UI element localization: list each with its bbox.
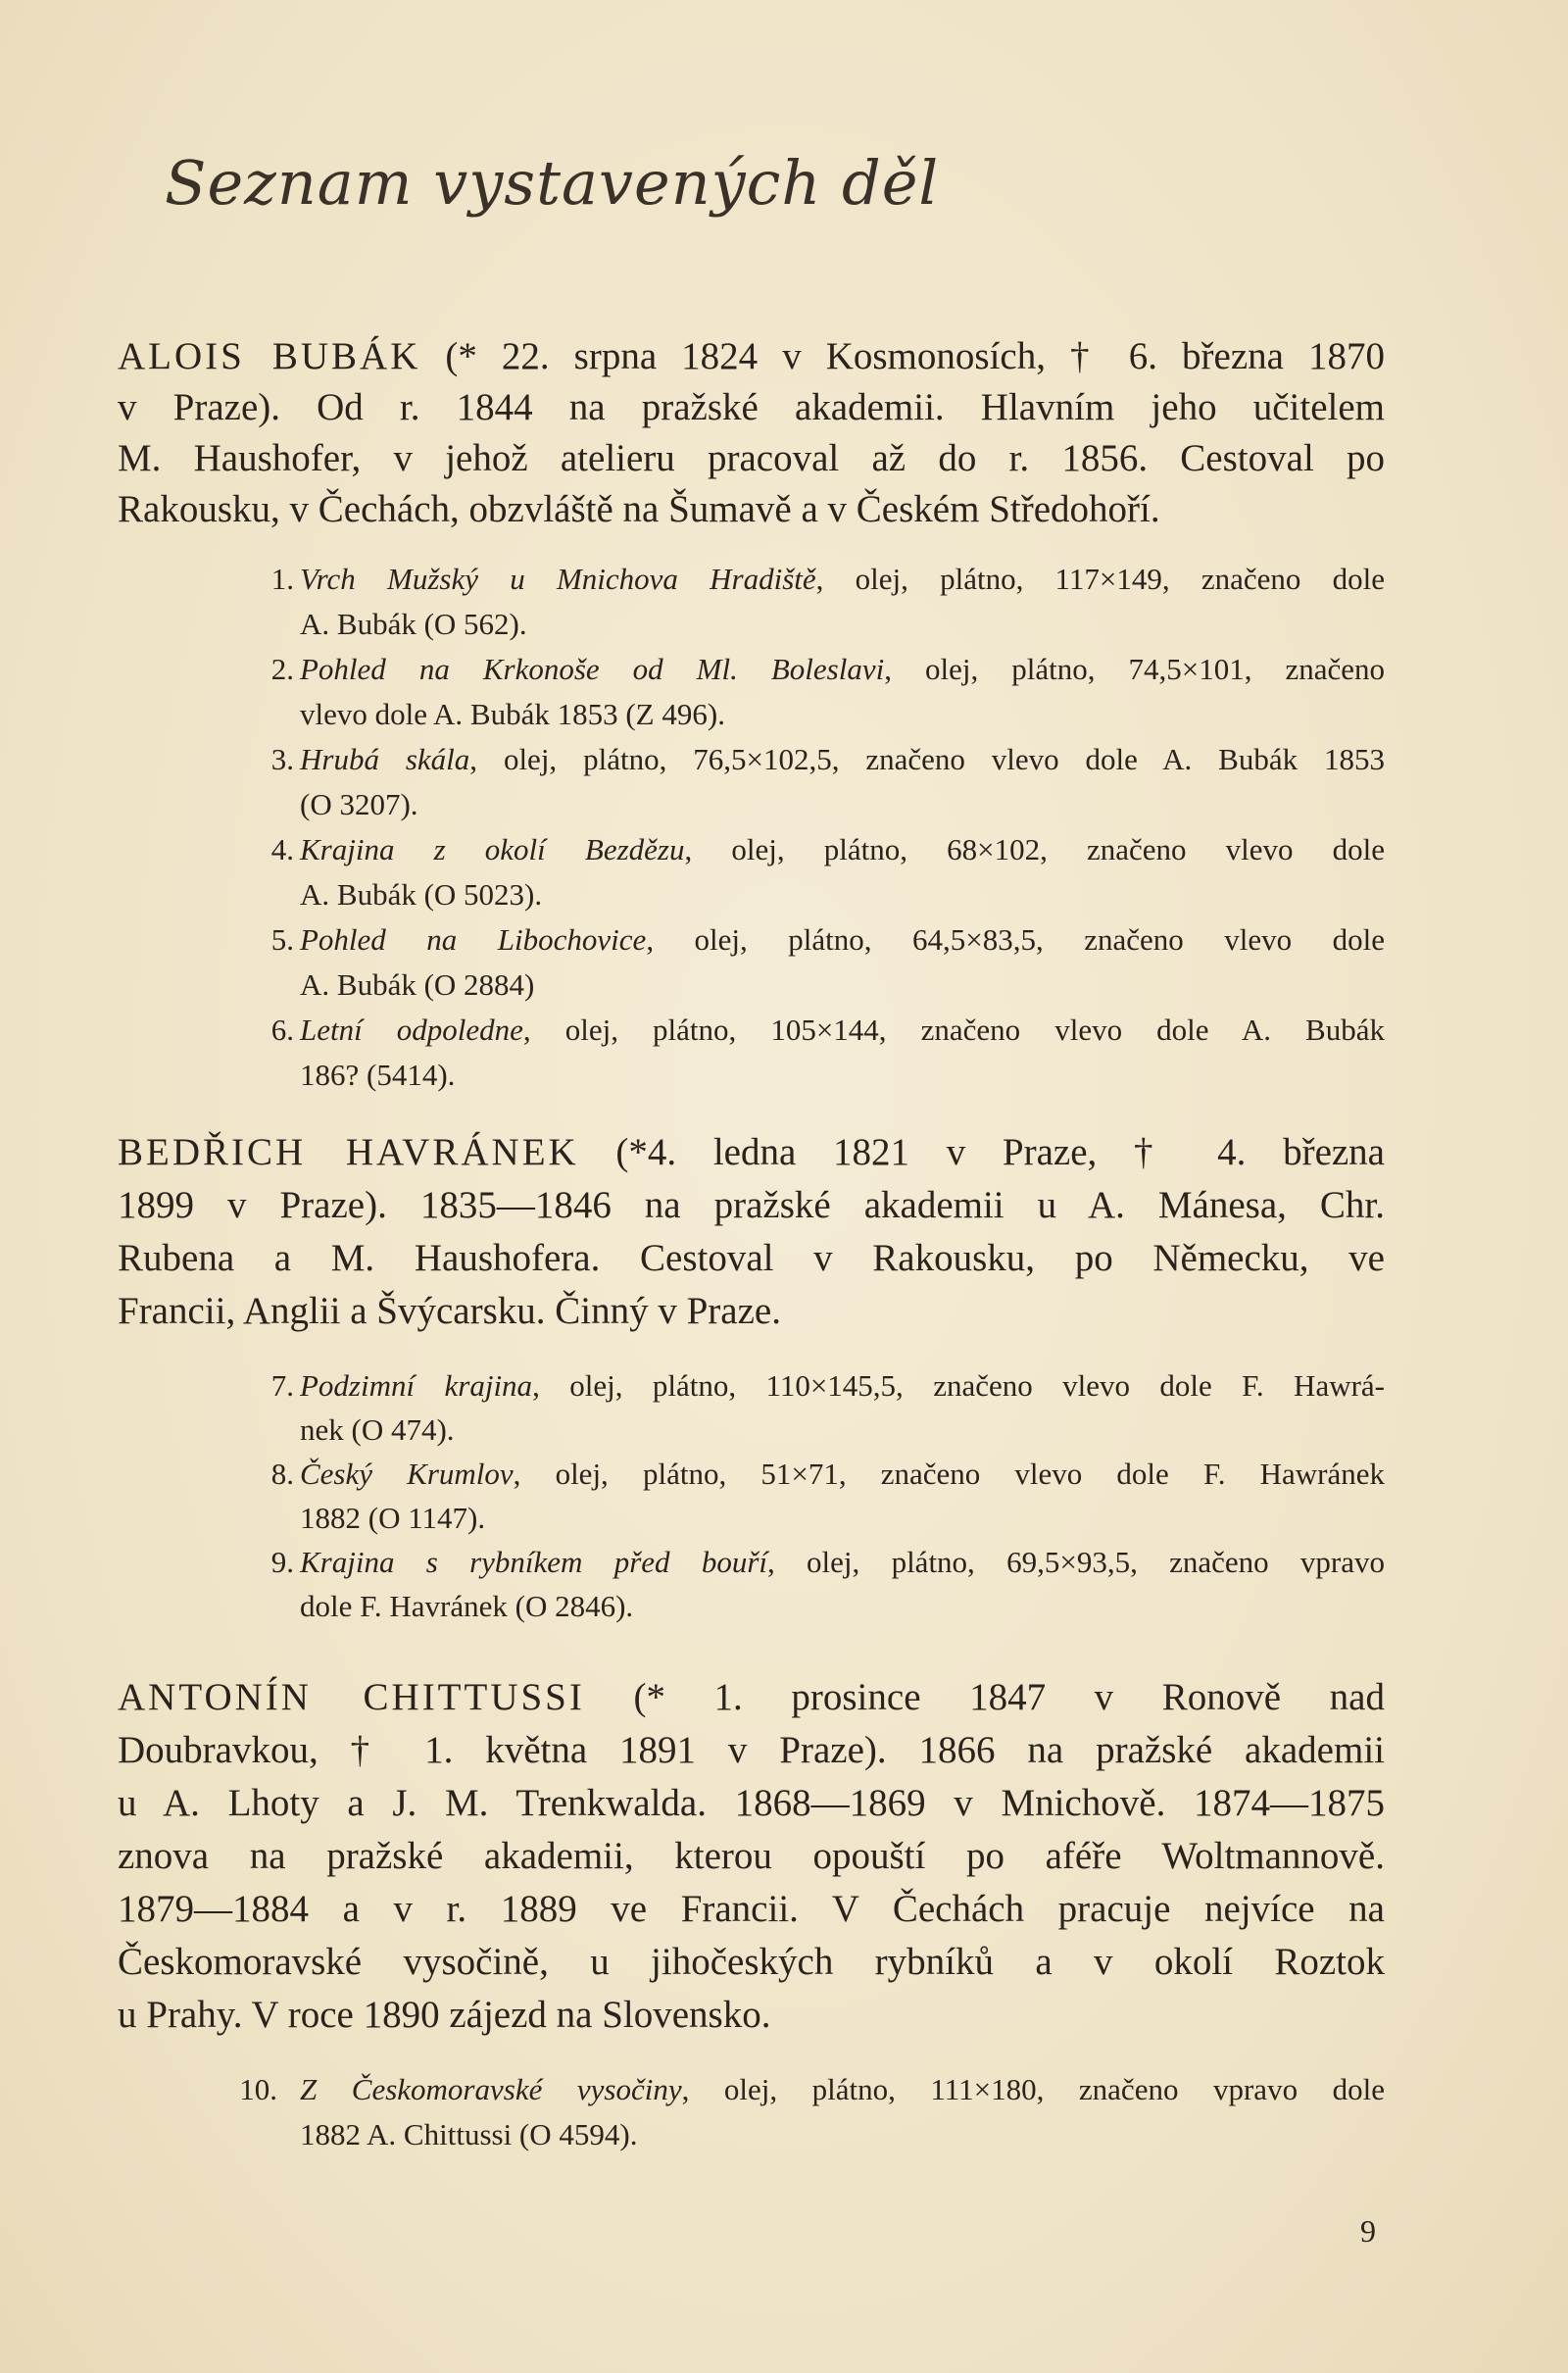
item-number: 10. xyxy=(239,2072,277,2106)
artist-bio-line xyxy=(118,1133,1385,1171)
artist-bio-line xyxy=(118,1292,1385,1330)
bio-text: M. Haushofer, v jehož atelieru pracoval až do r. 1856. Cestoval po xyxy=(118,437,1385,479)
artist-bio-line xyxy=(118,1784,1385,1822)
bio-text: znova na pražské akademii, kterou opouští po aféře Woltmannově. xyxy=(118,1835,1385,1877)
artwork-entry-line xyxy=(300,1458,1385,1489)
artwork-details: , olej, plátno, 117×149, značeno dole xyxy=(815,562,1386,596)
artwork-entry-line: (O 3207). xyxy=(300,787,418,821)
bio-text: u A. Lhoty a J. M. Trenkwalda. 1868—1869 v Mnichově. 1874—1875 xyxy=(118,1782,1385,1824)
artwork-details: , olej, plátno, 69,5×93,5, značeno vpravo xyxy=(767,1545,1386,1579)
artwork-entry-line: vlevo dole A. Bubák 1853 (Z 496). xyxy=(300,697,725,731)
artwork-details: , olej, plátno, 76,5×102,5, značeno vlevo dole A. Bubák 1853 xyxy=(469,742,1385,776)
bio-text: u Prahy. V roce 1890 zájezd na Slovensko. xyxy=(118,1994,771,2036)
artist-bio-line xyxy=(118,1239,1385,1277)
artist-bio-line xyxy=(118,337,1385,375)
item-number: 2. xyxy=(270,652,294,686)
artwork-entry-line xyxy=(300,744,1385,774)
item-number: 3. xyxy=(270,742,294,776)
artist-bio-line xyxy=(118,388,1385,426)
artwork-title: Hrubá skála xyxy=(300,742,470,776)
item-number: 4. xyxy=(270,832,294,866)
item-number: 9. xyxy=(270,1545,294,1579)
artwork-title: Pohled na Libochovice xyxy=(300,922,647,957)
artwork-entry-line: dole F. Havránek (O 2846). xyxy=(300,1589,634,1623)
artwork-details: , olej, plátno, 74,5×101, značeno xyxy=(884,652,1385,686)
bio-text: 1899 v Praze). 1835—1846 na pražské akademii u A. Mánesa, Chr. xyxy=(118,1184,1385,1226)
artist-bio-line xyxy=(118,1996,1385,2034)
artwork-entry-line xyxy=(300,2074,1385,2104)
artwork-title: Z Českomoravské vysočiny xyxy=(300,2072,682,2106)
bio-text: v Praze). Od r. 1844 na pražské akademii. Hlavním jeho učitelem xyxy=(118,386,1385,428)
artist-name: ANTONÍN CHITTUSSI xyxy=(118,1676,585,1718)
artwork-entry-line xyxy=(300,834,1385,865)
bio-text: Českomoravské vysočině, u jihočeských rybníků a v okolí Roztok xyxy=(118,1941,1385,1983)
item-number: 7. xyxy=(270,1368,294,1403)
item-number: 1. xyxy=(270,562,294,596)
artist-name: ALOIS BUBÁK xyxy=(118,335,421,377)
artwork-entry-line xyxy=(300,654,1385,684)
artwork-entry-line xyxy=(300,1014,1385,1045)
artwork-entry-line: 1882 (O 1147). xyxy=(300,1501,486,1535)
artist-bio-line xyxy=(118,439,1385,477)
artist-name: BEDŘICH HAVRÁNEK xyxy=(118,1131,579,1173)
bio-text: Francii, Anglii a Švýcarsku. Činný v Praze. xyxy=(118,1290,781,1332)
artist-bio-line xyxy=(118,1837,1385,1875)
artwork-details: , olej, plátno, 105×144, značeno vlevo dole A. Bubák xyxy=(522,1013,1385,1047)
artwork-title: Český Krumlov xyxy=(300,1457,514,1491)
bio-text: 1879—1884 a v r. 1889 ve Francii. V Čechách pracuje nejvíce na xyxy=(118,1888,1385,1930)
bio-text: Doubravkou, † 1. května 1891 v Praze). 1866 na pražské akademii xyxy=(118,1729,1385,1771)
artist-bio-line xyxy=(118,1186,1385,1224)
bio-text: (* 22. srpna 1824 v Kosmonosích, † 6. března 1870 xyxy=(420,335,1385,377)
artwork-entry-line xyxy=(300,924,1385,955)
artwork-entry-line: A. Bubák (O 2884) xyxy=(300,967,535,1002)
artwork-entry-line: 186? (5414). xyxy=(300,1058,456,1092)
artwork-entry-line xyxy=(300,1547,1385,1577)
bio-text: Rubena a M. Haushofera. Cestoval v Rakousku, po Německu, ve xyxy=(118,1237,1385,1279)
item-number: 5. xyxy=(270,922,294,957)
artist-bio-line xyxy=(118,1890,1385,1928)
artwork-title: Podzimní krajina xyxy=(300,1368,533,1403)
artwork-title: Krajina s rybníkem před bouří xyxy=(300,1545,768,1579)
artwork-details: , olej, plátno, 68×102, značeno vlevo dole xyxy=(684,832,1385,866)
page-number: 9 xyxy=(1360,2213,1376,2249)
artist-bio-line xyxy=(118,490,1385,528)
artwork-title: Krajina z okolí Bezdězu xyxy=(300,832,685,866)
artwork-entry-line: 1882 A. Chittussi (O 4594). xyxy=(300,2117,638,2151)
artwork-details: , olej, plátno, 64,5×83,5, značeno vlevo dole xyxy=(646,922,1386,957)
artwork-entry-line xyxy=(300,564,1385,594)
artwork-details: , olej, plátno, 110×145,5, značeno vlevo dole F. Hawrá- xyxy=(532,1368,1385,1403)
artwork-title: Vrch Mužský u Mnichova Hradiště xyxy=(300,562,816,596)
bio-text: (*4. ledna 1821 v Praze, † 4. března xyxy=(578,1131,1385,1173)
bio-text: (* 1. prosince 1847 v Ronově nad xyxy=(584,1676,1385,1718)
artwork-entry-line xyxy=(300,1370,1385,1401)
artwork-title: Letní odpoledne xyxy=(300,1013,523,1047)
artist-bio-line xyxy=(118,1943,1385,1981)
item-number: 6. xyxy=(270,1013,294,1047)
item-number: 8. xyxy=(270,1457,294,1491)
artwork-details: , olej, plátno, 111×180, značeno vpravo dole xyxy=(681,2072,1385,2106)
page-title: Seznam vystavených děl xyxy=(165,147,940,219)
artwork-entry-line: A. Bubák (O 562). xyxy=(300,607,527,641)
artwork-entry-line: nek (O 474). xyxy=(300,1412,455,1447)
bio-text: Rakousku, v Čechách, obzvláště na Šumavě a v Českém Středohoří. xyxy=(118,488,1160,530)
artist-bio-line xyxy=(118,1678,1385,1716)
artwork-title: Pohled na Krkonoše od Ml. Boleslavi xyxy=(300,652,885,686)
artist-bio-line xyxy=(118,1731,1385,1769)
artwork-entry-line: A. Bubák (O 5023). xyxy=(300,877,543,912)
artwork-details: , olej, plátno, 51×71, značeno vlevo dole F. Hawránek xyxy=(513,1457,1385,1491)
